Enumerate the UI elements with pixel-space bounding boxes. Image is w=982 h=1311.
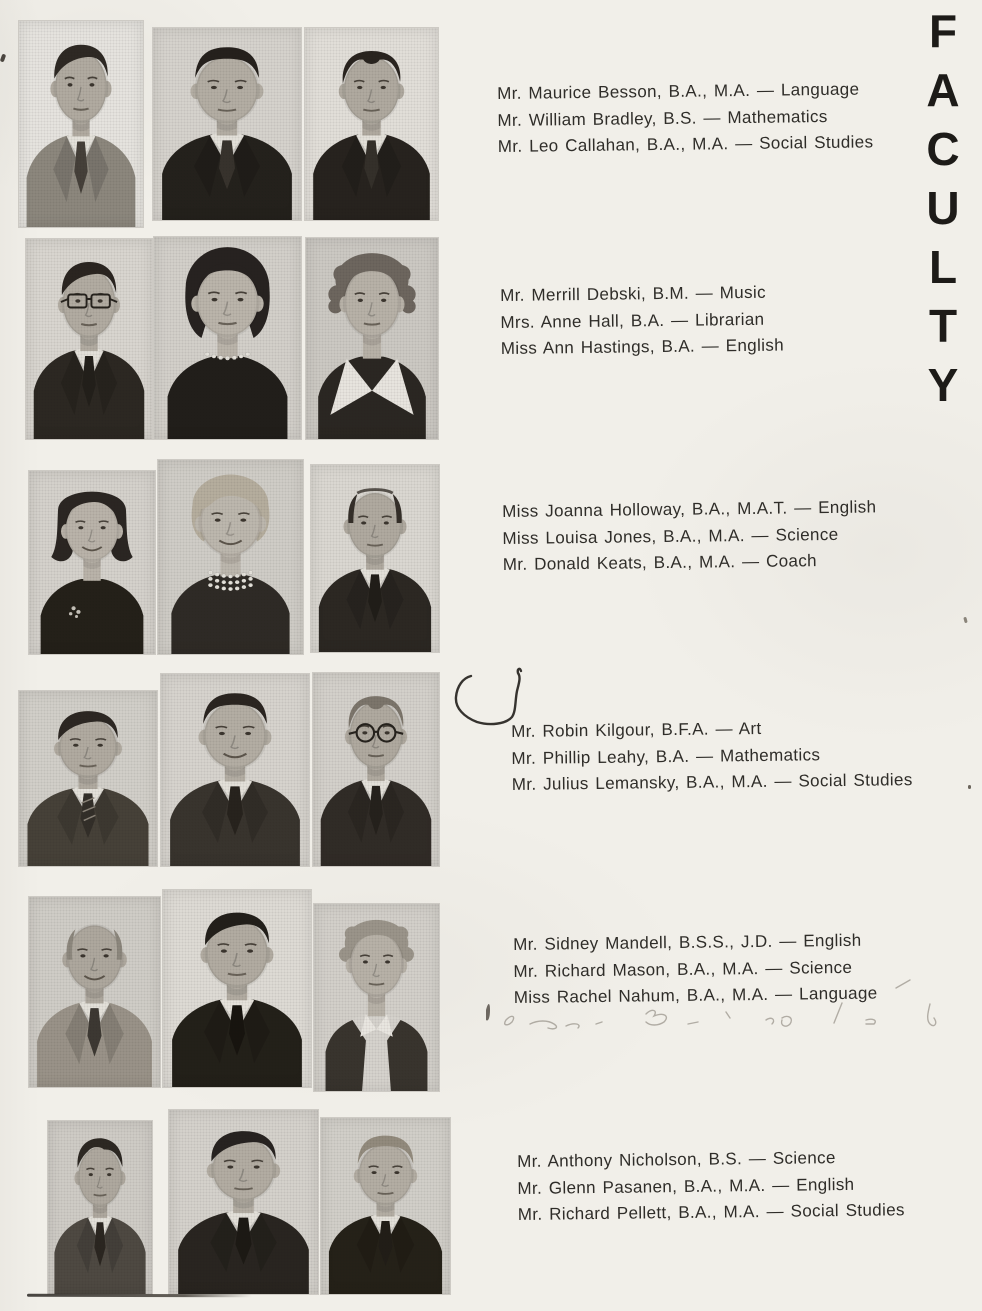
faculty-portrait-photo — [18, 20, 144, 228]
faculty-caption: Miss Rachel Nahum, B.A., M.A. — Language — [513, 983, 878, 1007]
title-letter: T — [928, 300, 958, 352]
faculty-caption: Mr. Phillip Leahy, B.A. — Mathematics — [511, 744, 821, 768]
scan-speck — [963, 617, 967, 624]
faculty-caption: Mr. Sidney Mandell, B.S.S., J.D. — English — [513, 930, 862, 954]
faculty-caption: Mr. Leo Callahan, B.A., M.A. — Social Studies — [497, 132, 874, 156]
title-letter: L — [928, 241, 958, 293]
faculty-caption: Mr. Maurice Besson, B.A., M.A. — Language — [497, 79, 860, 103]
title-letter: C — [926, 123, 960, 175]
faculty-portrait-photo — [47, 1120, 153, 1295]
faculty-caption-group — [513, 928, 878, 1012]
faculty-portrait-photo — [312, 672, 440, 867]
faculty-portrait-photo — [304, 27, 439, 221]
faculty-portrait-photo — [28, 896, 161, 1088]
photo-edge-shadow — [27, 1294, 252, 1298]
faculty-portrait-photo — [25, 238, 153, 440]
faculty-caption: Miss Joanna Holloway, B.A., M.A.T. — English — [502, 497, 877, 521]
page-title-vertical — [922, 6, 964, 419]
faculty-caption-group — [511, 714, 913, 798]
faculty-portrait-photo — [160, 673, 310, 867]
faculty-portrait-photo — [313, 903, 440, 1092]
faculty-portrait-photo — [28, 470, 156, 655]
title-letter: A — [926, 64, 960, 116]
faculty-caption: Mr. William Bradley, B.S. — Mathematics — [497, 106, 828, 130]
faculty-caption: Mrs. Anne Hall, B.A. — Librarian — [500, 309, 765, 332]
faculty-caption: Mr. Donald Keats, B.A., M.A. — Coach — [502, 551, 818, 574]
faculty-portrait-photo — [152, 27, 302, 221]
pencil-scribble-dark-tick — [486, 1004, 490, 1021]
faculty-portrait-photo — [153, 236, 302, 440]
faculty-portrait-photo — [162, 889, 312, 1088]
faculty-portrait-photo — [18, 690, 158, 867]
faculty-caption: Mr. Julius Lemansky, B.A., M.A. — Social Studies — [511, 770, 913, 794]
faculty-caption-group — [497, 76, 874, 160]
faculty-caption: Mr. Anthony Nicholson, B.S. — Science — [517, 1148, 836, 1171]
faculty-portrait-photo — [157, 459, 304, 655]
scan-speck — [0, 54, 6, 63]
faculty-caption: Mr. Robin Kilgour, B.F.A. — Art — [511, 718, 762, 741]
faculty-caption: Miss Louisa Jones, B.A., M.A. — Science — [502, 524, 839, 548]
faculty-caption: Mr. Merrill Debski, B.M. — Music — [500, 282, 766, 305]
faculty-portrait-photo — [310, 464, 440, 653]
faculty-caption: Mr. Richard Pellett, B.A., M.A. — Social Studies — [517, 1200, 905, 1224]
faculty-caption-group — [517, 1144, 905, 1228]
faculty-portrait-photo — [305, 237, 439, 440]
title-letter: U — [926, 182, 960, 234]
title-letter: Y — [927, 359, 959, 411]
scan-speck — [968, 785, 971, 789]
faculty-caption: Mr. Richard Mason, B.A., M.A. — Science — [513, 957, 853, 981]
faculty-portrait-photo — [320, 1117, 451, 1295]
faculty-caption: Miss Ann Hastings, B.A. — English — [500, 335, 785, 358]
faculty-caption: Mr. Glenn Pasanen, B.A., M.A. — English — [517, 1174, 855, 1198]
faculty-caption-group — [502, 494, 877, 578]
faculty-caption-group — [500, 280, 784, 363]
title-letter: F — [928, 5, 958, 57]
faculty-portrait-photo — [168, 1109, 319, 1295]
